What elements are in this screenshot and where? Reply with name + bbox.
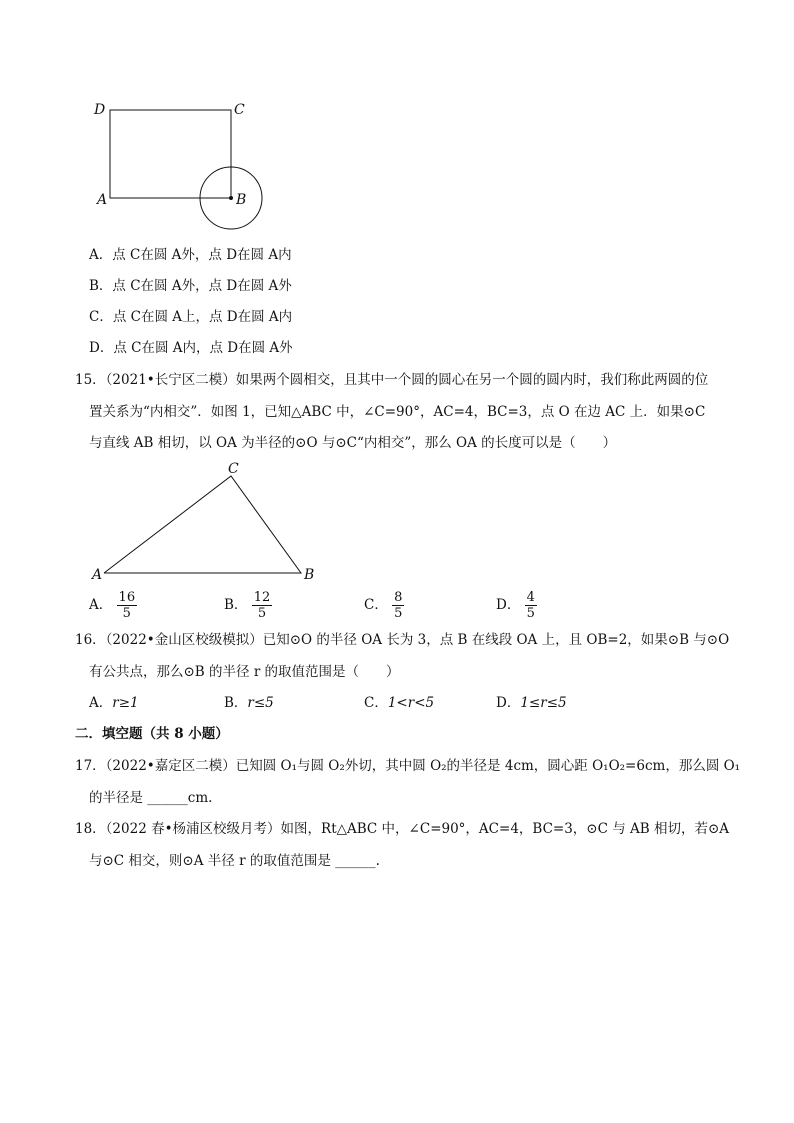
option-key: D．: [496, 597, 521, 613]
denominator: 5: [257, 606, 267, 621]
option-text: 点 C在圆 A外，点 D在圆 A内: [112, 247, 292, 263]
option-key: B．: [224, 597, 248, 613]
q16-option-d: [496, 693, 567, 713]
q15-option-d: [496, 590, 537, 621]
triangle-abc: [104, 476, 301, 573]
label-c: C: [234, 102, 245, 118]
denominator: 5: [394, 606, 403, 621]
option-key: C．: [364, 695, 388, 711]
q14-option-a: [89, 245, 292, 265]
q16-line-2: 有公共点，那么⊙B 的半径 r 的取值范围是（ ）: [89, 664, 400, 680]
label-d: D: [94, 102, 106, 118]
figure-rectangle-circle: [86, 96, 276, 236]
q16-line-1: 16．（2022•金山区校级模拟）已知⊙O 的半径 OA 长为 3，点 B 在线段 OA 上，且 OB=2，如果⊙B 与⊙O: [75, 632, 730, 648]
denominator: 5: [526, 606, 535, 621]
q18-line-2: 与⊙C 相交，则⊙A 半径 r 的取值范围是 ______.: [89, 853, 380, 869]
option-key: C．: [364, 597, 388, 613]
option-key: C．: [89, 309, 113, 325]
option-text: 点 C在圆 A上，点 D在圆 A内: [112, 309, 293, 325]
numerator: 12: [253, 590, 271, 605]
q15-option-a: [89, 590, 137, 621]
point-b: [229, 196, 233, 200]
q15-line-3: 与直线 AB 相切，以 OA 为半径的⊙O 与⊙C“内相交”，那么 OA 的长度可以是（ ）: [89, 435, 617, 451]
option-key: B．: [89, 278, 113, 294]
fraction: [252, 590, 273, 621]
figure-triangle-abc: [88, 458, 328, 584]
option-text: 1<r<5: [387, 695, 435, 711]
option-key: D．: [496, 695, 521, 711]
option-text: r≥1: [112, 695, 139, 711]
label-c: C: [228, 461, 239, 477]
q16-option-a: [89, 693, 139, 713]
denominator: 5: [122, 606, 131, 621]
q17-line-1: 17．（2022•嘉定区二模）已知圆 O₁与圆 O₂外切，其中圆 O₂的半径是 4cm，圆心距 O₁O₂=6cm，那么圆 O₁: [75, 758, 741, 774]
fraction: [117, 590, 138, 621]
q18-line-1: 18．（2022 春•杨浦区校级月考）如图，Rt△ABC 中，∠C=90°，AC=4，BC=3，⊙C 与 AB 相切，若⊙A: [75, 821, 730, 837]
section-title: 二．填空题（共 8 小题）: [75, 726, 229, 742]
fraction: [525, 590, 537, 621]
rectangle-abcd: [110, 110, 231, 198]
label-b: B: [236, 192, 247, 208]
option-key: D．: [89, 340, 114, 356]
label-b: B: [304, 567, 315, 583]
q14-option-d: [89, 338, 293, 358]
q16-option-b: [224, 693, 274, 713]
q14-option-b: [89, 276, 292, 296]
option-key: B．: [224, 695, 248, 711]
q15-line-1: 15．（2021•长宁区二模）如果两个圆相交，且其中一个圆的圆心在另一个圆的圆内时，我们称此两圆的位: [75, 372, 709, 388]
q14-option-c: [89, 307, 292, 327]
q15-option-b: [224, 590, 272, 621]
option-text: 点 C在圆 A内，点 D在圆 A外: [113, 340, 293, 356]
label-a: A: [92, 567, 103, 583]
option-key: A．: [89, 695, 113, 711]
option-text: r≤5: [247, 695, 274, 711]
q15-option-c: [364, 590, 404, 621]
option-text: 1≤r≤5: [520, 695, 567, 711]
q17-line-2: 的半径是 ______cm.: [89, 790, 213, 806]
label-a: A: [97, 192, 108, 208]
numerator: 16: [118, 590, 136, 605]
numerator: 4: [526, 590, 535, 605]
q15-line-2: 置关系为“内相交”．如图 1，已知△ABC 中，∠C=90°，AC=4，BC=3，点 O 在边 AC 上．如果⊙C: [89, 404, 706, 420]
option-key: A．: [89, 247, 113, 263]
q16-option-c: [364, 693, 434, 713]
option-key: A．: [89, 597, 113, 613]
numerator: 8: [394, 590, 403, 605]
option-text: 点 C在圆 A外，点 D在圆 A外: [112, 278, 292, 294]
fraction: [392, 590, 404, 621]
